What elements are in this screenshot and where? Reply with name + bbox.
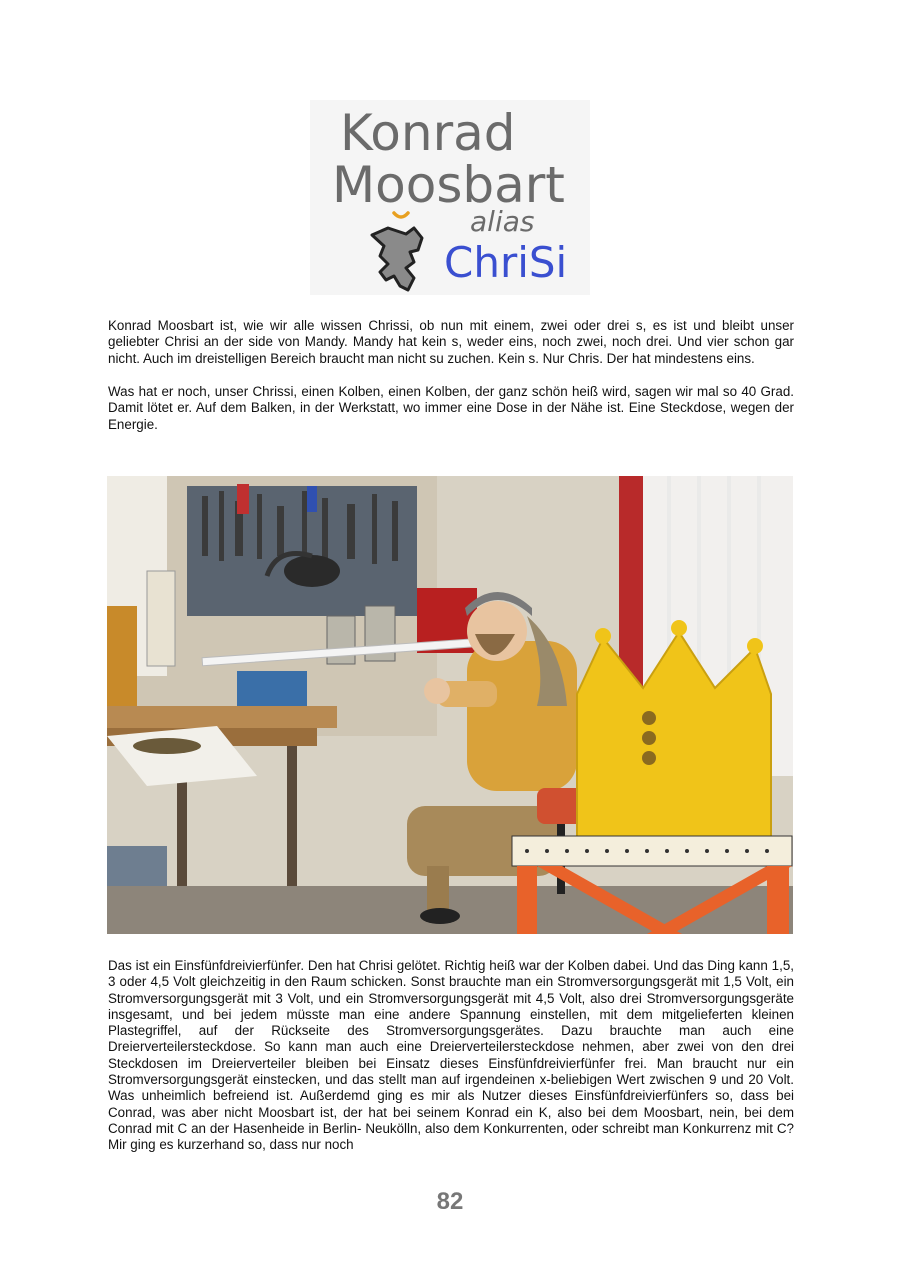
logo-line-alias: alias — [470, 205, 535, 238]
logo-line-chrisi: ChriSi — [444, 238, 568, 287]
workshop-photo — [107, 476, 793, 934]
workshop-illustration — [107, 476, 793, 934]
logo-line-konrad: Konrad — [340, 104, 516, 162]
page-number: 82 — [436, 1188, 464, 1215]
logo — [310, 100, 590, 295]
logo-line-moosbart: Moosbart — [332, 156, 565, 214]
paragraph-second: Was hat er noch, unser Chrissi, einen Kolben, einen Kolben, der ganz schön heiß wird, sagen wir mal so 40 Grad. Damit lötet er. Auf dem Balken, in der Werkstatt, wo immer eine Dose in der Nähe ist. Eine Steckdose, wegen der Energie. — [108, 384, 794, 432]
paragraph-intro: Konrad Moosbart ist, wie wir alle wissen Chrissi, ob nun mit einem, zwei oder drei s, es ist und bleibt unser geliebter Chrisi an der side von Mandy. Mandy hat kein s, weder eins, noch zwei, noch drei. Und vier schon gar nicht. Auch im dreistelligen Bereich braucht man nicht su zuchen. Kein s. Nur Chris. Der hat mindestens eins. — [108, 318, 794, 366]
paragraph-after-photo: Das ist ein Einsfünfdreivierfünfer. Den hat Chrisi gelötet. Richtig heiß war der Kolben dabei. Und das Ding kann 1,5, 3 oder 4,5 Volt gleichzeitig in den Raum schicken. Sonst brauchte man ein Stromversorgungsgerät mit 1,5 Volt, ein Stromversorgungsgerät mit 3 Volt, und ein Stromversorgungsgerät mit 4,5 Volt, also drei Stromversorgungsgeräte insgesamt, und bei jedem müsste man eine andere Spannung einstellen, mit dem mitgelieferten kleinen Plastegriffel, auf der Rückseite des Stromversorgungsgerätes. Dazu brauchte man auch eine Dreierverteilersteckdose. So kann man auch eine Dreierverteilersteckdose nehmen, aber zwei von den drei Steckdosen im Dreierverteiler bleiben bei Einsatz dieses Einsfünfdreivierfünfer frei. Man braucht nur ein Stromversorgungsgerät einstecken, und das stellt man auf irgendeinen x-beliebigen Wert zwischen 9 und 20 Volt. Was unheimlich befreiend ist. Außerdemd ging es mir als Nutzer dieses Einsfünfdreivierfünfers so, dass bei Conrad, was aber nicht Moosbart ist, der hat bei seinem Konrad ein K, also bei dem Moosbart, nein, bei dem Conrad mit C an der Hasenheide in Berlin- Neukölln, also dem Konkurrenten, oder schreibt man Konkurrenz mit C? Mir ging es kurzerhand so, dass nur noch — [108, 958, 794, 1153]
